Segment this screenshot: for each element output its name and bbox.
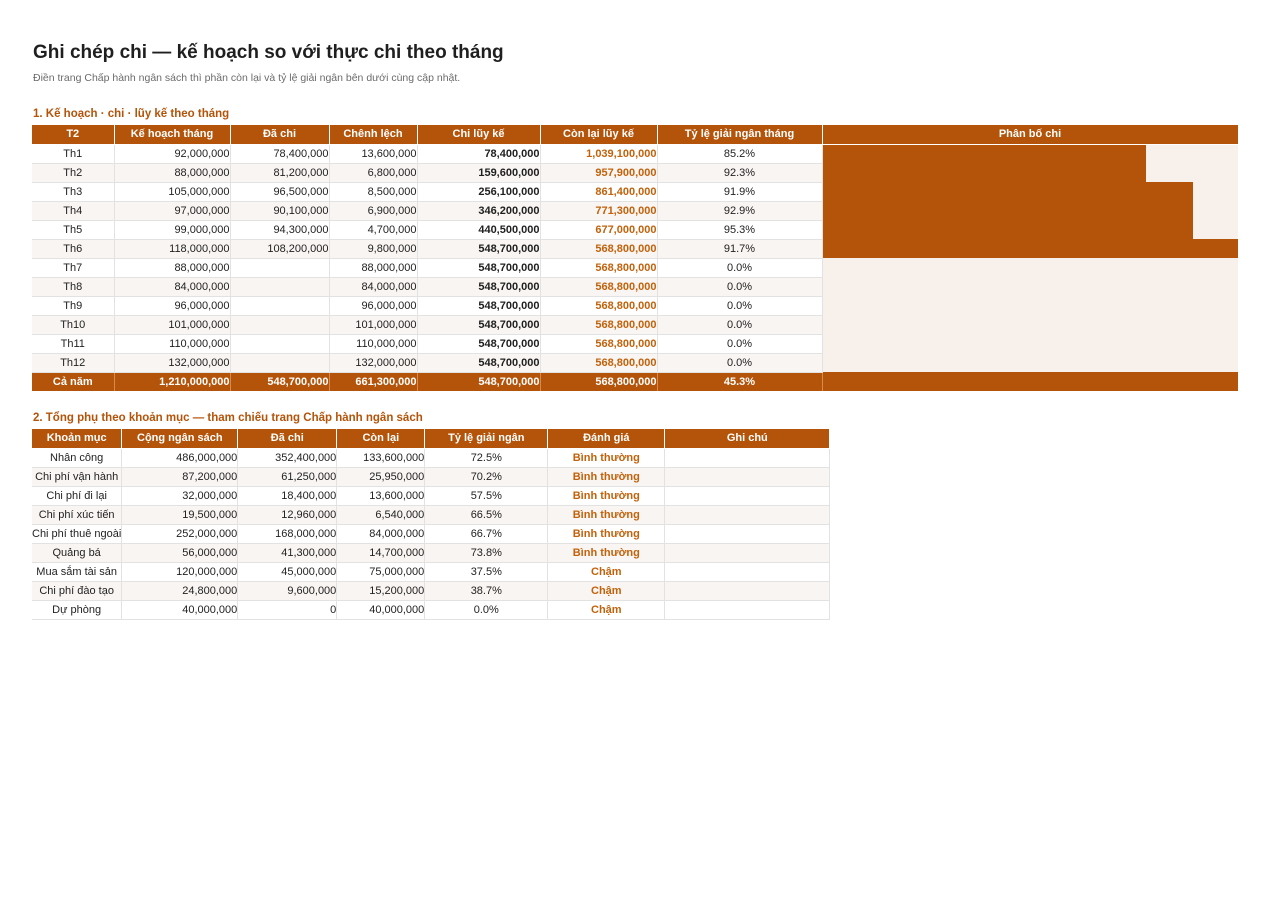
cell-remaining[interactable]: 568,800,000: [540, 353, 657, 372]
table-row: [32, 258, 1238, 277]
cell-note[interactable]: [665, 486, 830, 505]
distribution-bar: [823, 201, 1194, 220]
distribution-bar: [823, 182, 1194, 201]
table-header-row: [32, 125, 1238, 144]
page-subtitle: Điền trang Chấp hành ngân sách thì phần còn lại và tỷ lệ giải ngân bên dưới cùng cập nhật.: [33, 72, 461, 84]
col-header-spent[interactable]: Đã chi: [238, 429, 337, 448]
cell-distribution[interactable]: [822, 220, 1238, 239]
table-row: [32, 353, 1238, 372]
cell-spent[interactable]: 548,700,000: [230, 372, 329, 391]
cell-budget[interactable]: 56,000,000: [122, 543, 238, 562]
cell-cumulative[interactable]: 159,600,000: [417, 163, 540, 182]
cell-budget[interactable]: 19,500,000: [122, 505, 238, 524]
cell-cumulative[interactable]: 440,500,000: [417, 220, 540, 239]
cell-rate[interactable]: 66.7%: [425, 524, 548, 543]
total-row: [32, 372, 1238, 391]
cell-cumulative[interactable]: 548,700,000: [417, 372, 540, 391]
table-row: [32, 600, 830, 619]
cell-rate[interactable]: 91.7%: [657, 239, 822, 258]
cell-remaining[interactable]: 6,540,000: [337, 505, 425, 524]
cell-month[interactable]: Th8: [32, 277, 114, 296]
cell-cumulative[interactable]: 548,700,000: [417, 315, 540, 334]
cell-cumulative[interactable]: 548,700,000: [417, 296, 540, 315]
table-row: [32, 543, 830, 562]
cell-spent[interactable]: [230, 353, 329, 372]
col-header-cumulative[interactable]: Chi lũy kế: [417, 125, 540, 144]
cell-rate[interactable]: 70.2%: [425, 467, 548, 486]
cell-distribution[interactable]: [822, 163, 1238, 182]
table-row: [32, 144, 1238, 163]
section-monthly-title: 1. Kế hoạch · chi · lũy kế theo tháng: [33, 108, 230, 120]
cell-evaluation[interactable]: Bình thường: [548, 486, 665, 505]
col-header-budget[interactable]: Cộng ngân sách: [122, 429, 238, 448]
cell-evaluation[interactable]: Chậm: [548, 562, 665, 581]
cell-category[interactable]: Quảng bá: [32, 543, 122, 562]
cell-diff[interactable]: 110,000,000: [329, 334, 417, 353]
cell-category[interactable]: Chi phí thuê ngoài: [32, 524, 122, 543]
cell-budget[interactable]: 40,000,000: [122, 600, 238, 619]
table-row: [32, 334, 1238, 353]
cell-spent[interactable]: 61,250,000: [238, 467, 337, 486]
table-row: [32, 505, 830, 524]
cell-diff[interactable]: 6,800,000: [329, 163, 417, 182]
cell-cumulative[interactable]: 548,700,000: [417, 239, 540, 258]
cell-remaining[interactable]: 861,400,000: [540, 182, 657, 201]
cell-category[interactable]: Dự phòng: [32, 600, 122, 619]
cell-note[interactable]: [665, 448, 830, 467]
cell-plan[interactable]: 97,000,000: [114, 201, 230, 220]
col-header-evaluation[interactable]: Đánh giá: [548, 429, 665, 448]
cell-month[interactable]: Th12: [32, 353, 114, 372]
cell-rate[interactable]: 38.7%: [425, 581, 548, 600]
cell-cumulative[interactable]: 548,700,000: [417, 334, 540, 353]
table-row: [32, 448, 830, 467]
table-row: [32, 239, 1238, 258]
cell-category[interactable]: Mua sắm tài sản: [32, 562, 122, 581]
cell-budget[interactable]: 486,000,000: [122, 448, 238, 467]
cell-diff[interactable]: 9,800,000: [329, 239, 417, 258]
cell-spent[interactable]: 94,300,000: [230, 220, 329, 239]
cell-remaining[interactable]: 13,600,000: [337, 486, 425, 505]
cell-spent[interactable]: [230, 258, 329, 277]
section-category-title: 2. Tổng phụ theo khoản mục — tham chiếu trang Chấp hành ngân sách: [33, 412, 423, 424]
cell-rate[interactable]: 37.5%: [425, 562, 548, 581]
cell-rate[interactable]: 0.0%: [425, 600, 548, 619]
cell-remaining[interactable]: 568,800,000: [540, 277, 657, 296]
cell-remaining[interactable]: 568,800,000: [540, 372, 657, 391]
cell-distribution[interactable]: [822, 353, 1238, 372]
cell-distribution[interactable]: [822, 258, 1238, 277]
cell-distribution[interactable]: [822, 372, 1238, 391]
cell-rate[interactable]: 45.3%: [657, 372, 822, 391]
table-header-row: [32, 429, 830, 448]
cell-rate[interactable]: 72.5%: [425, 448, 548, 467]
cell-note[interactable]: [665, 505, 830, 524]
cell-month[interactable]: Th10: [32, 315, 114, 334]
cell-month[interactable]: Th11: [32, 334, 114, 353]
cell-plan[interactable]: 101,000,000: [114, 315, 230, 334]
col-header-remaining[interactable]: Còn lại lũy kế: [540, 125, 657, 144]
cell-distribution[interactable]: [822, 144, 1238, 163]
cell-distribution[interactable]: [822, 182, 1238, 201]
cell-plan[interactable]: 118,000,000: [114, 239, 230, 258]
cell-cumulative[interactable]: 256,100,000: [417, 182, 540, 201]
cell-rate[interactable]: 92.9%: [657, 201, 822, 220]
cell-diff[interactable]: 101,000,000: [329, 315, 417, 334]
table-row: [32, 296, 1238, 315]
table-row: [32, 220, 1238, 239]
table-row: [32, 562, 830, 581]
category-subtotal-table: [32, 429, 830, 620]
cell-remaining[interactable]: 957,900,000: [540, 163, 657, 182]
cell-plan[interactable]: 1,210,000,000: [114, 372, 230, 391]
cell-category[interactable]: Chi phí đi lại: [32, 486, 122, 505]
table-row: [32, 524, 830, 543]
cell-spent[interactable]: [230, 296, 329, 315]
cell-evaluation[interactable]: Chậm: [548, 600, 665, 619]
table-row: [32, 201, 1238, 220]
col-header-rate[interactable]: Tỷ lệ giải ngân tháng: [657, 125, 822, 144]
cell-spent[interactable]: 45,000,000: [238, 562, 337, 581]
cell-remaining[interactable]: 568,800,000: [540, 315, 657, 334]
cell-distribution[interactable]: [822, 201, 1238, 220]
cell-rate[interactable]: 0.0%: [657, 258, 822, 277]
cell-category[interactable]: Chi phí đào tạo: [32, 581, 122, 600]
monthly-plan-table: [32, 125, 1239, 391]
distribution-bar: [823, 239, 1239, 258]
cell-evaluation[interactable]: Bình thường: [548, 505, 665, 524]
cell-evaluation[interactable]: Bình thường: [548, 467, 665, 486]
distribution-bar: [823, 163, 1147, 182]
cell-rate[interactable]: 57.5%: [425, 486, 548, 505]
cell-month[interactable]: Th2: [32, 163, 114, 182]
table-row: [32, 486, 830, 505]
cell-rate[interactable]: 91.9%: [657, 182, 822, 201]
cell-spent[interactable]: 12,960,000: [238, 505, 337, 524]
cell-note[interactable]: [665, 524, 830, 543]
cell-spent[interactable]: 352,400,000: [238, 448, 337, 467]
cell-remaining[interactable]: 568,800,000: [540, 239, 657, 258]
cell-budget[interactable]: 24,800,000: [122, 581, 238, 600]
cell-cumulative[interactable]: 346,200,000: [417, 201, 540, 220]
cell-category[interactable]: Nhân công: [32, 448, 122, 467]
cell-plan[interactable]: 96,000,000: [114, 296, 230, 315]
cell-remaining[interactable]: 677,000,000: [540, 220, 657, 239]
cell-note[interactable]: [665, 467, 830, 486]
cell-rate[interactable]: 0.0%: [657, 353, 822, 372]
cell-remaining[interactable]: 568,800,000: [540, 258, 657, 277]
cell-month[interactable]: Th6: [32, 239, 114, 258]
cell-remaining[interactable]: 40,000,000: [337, 600, 425, 619]
table-row: [32, 182, 1238, 201]
cell-rate[interactable]: 73.8%: [425, 543, 548, 562]
col-header-distribution[interactable]: Phân bố chi: [822, 125, 1238, 144]
cell-cumulative[interactable]: 548,700,000: [417, 353, 540, 372]
cell-evaluation[interactable]: Chậm: [548, 581, 665, 600]
cell-note[interactable]: [665, 543, 830, 562]
cell-rate[interactable]: 0.0%: [657, 334, 822, 353]
cell-evaluation[interactable]: Bình thường: [548, 524, 665, 543]
cell-evaluation[interactable]: Bình thường: [548, 543, 665, 562]
cell-remaining[interactable]: 15,200,000: [337, 581, 425, 600]
cell-spent[interactable]: 90,100,000: [230, 201, 329, 220]
cell-plan[interactable]: 105,000,000: [114, 182, 230, 201]
cell-diff[interactable]: 88,000,000: [329, 258, 417, 277]
cell-cumulative[interactable]: 78,400,000: [417, 144, 540, 163]
cell-spent[interactable]: 78,400,000: [230, 144, 329, 163]
cell-remaining[interactable]: 771,300,000: [540, 201, 657, 220]
col-header-spent[interactable]: Đã chi: [230, 125, 329, 144]
cell-rate[interactable]: 85.2%: [657, 144, 822, 163]
cell-diff[interactable]: 96,000,000: [329, 296, 417, 315]
cell-distribution[interactable]: [822, 296, 1238, 315]
cell-distribution[interactable]: [822, 334, 1238, 353]
cell-diff[interactable]: 132,000,000: [329, 353, 417, 372]
cell-month[interactable]: Th4: [32, 201, 114, 220]
distribution-bar: [823, 145, 1147, 164]
table-row: [32, 163, 1238, 182]
cell-month[interactable]: Th9: [32, 296, 114, 315]
cell-diff[interactable]: 84,000,000: [329, 277, 417, 296]
cell-spent[interactable]: 0: [238, 600, 337, 619]
col-header-plan[interactable]: Kế hoạch tháng: [114, 125, 230, 144]
cell-distribution[interactable]: [822, 315, 1238, 334]
distribution-bar: [823, 220, 1194, 239]
cell-budget[interactable]: 120,000,000: [122, 562, 238, 581]
cell-cumulative[interactable]: 548,700,000: [417, 277, 540, 296]
cell-budget[interactable]: 87,200,000: [122, 467, 238, 486]
cell-rate[interactable]: 92.3%: [657, 163, 822, 182]
cell-evaluation[interactable]: Bình thường: [548, 448, 665, 467]
col-header-rate[interactable]: Tỷ lệ giải ngân: [425, 429, 548, 448]
page-title: Ghi chép chi — kế hoạch so với thực chi theo tháng: [33, 42, 504, 63]
cell-remaining[interactable]: 1,039,100,000: [540, 144, 657, 163]
cell-spent[interactable]: 18,400,000: [238, 486, 337, 505]
cell-plan[interactable]: 110,000,000: [114, 334, 230, 353]
cell-diff[interactable]: 661,300,000: [329, 372, 417, 391]
cell-spent[interactable]: 168,000,000: [238, 524, 337, 543]
cell-category[interactable]: Chi phí vận hành: [32, 467, 122, 486]
cell-budget[interactable]: 32,000,000: [122, 486, 238, 505]
cell-remaining[interactable]: 75,000,000: [337, 562, 425, 581]
cell-spent[interactable]: 9,600,000: [238, 581, 337, 600]
cell-diff[interactable]: 8,500,000: [329, 182, 417, 201]
cell-remaining[interactable]: 568,800,000: [540, 296, 657, 315]
cell-plan[interactable]: 99,000,000: [114, 220, 230, 239]
table-row: [32, 315, 1238, 334]
cell-spent[interactable]: [230, 277, 329, 296]
cell-distribution[interactable]: [822, 277, 1238, 296]
table-row: [32, 581, 830, 600]
cell-month[interactable]: Th7: [32, 258, 114, 277]
cell-diff[interactable]: 4,700,000: [329, 220, 417, 239]
cell-spent[interactable]: 108,200,000: [230, 239, 329, 258]
cell-remaining[interactable]: 133,600,000: [337, 448, 425, 467]
col-header-remaining[interactable]: Còn lại: [337, 429, 425, 448]
cell-budget[interactable]: 252,000,000: [122, 524, 238, 543]
cell-month[interactable]: Th3: [32, 182, 114, 201]
cell-note[interactable]: [665, 600, 830, 619]
cell-plan[interactable]: 84,000,000: [114, 277, 230, 296]
col-header-diff[interactable]: Chênh lệch: [329, 125, 417, 144]
cell-rate[interactable]: 0.0%: [657, 277, 822, 296]
col-header-month[interactable]: T2: [32, 125, 114, 144]
cell-spent[interactable]: 41,300,000: [238, 543, 337, 562]
cell-spent[interactable]: [230, 334, 329, 353]
cell-spent[interactable]: 96,500,000: [230, 182, 329, 201]
table-row: [32, 467, 830, 486]
cell-month[interactable]: Th1: [32, 144, 114, 163]
cell-note[interactable]: [665, 581, 830, 600]
cell-cumulative[interactable]: 548,700,000: [417, 258, 540, 277]
table-row: [32, 277, 1238, 296]
cell-month[interactable]: Cả năm: [32, 372, 114, 391]
cell-plan[interactable]: 88,000,000: [114, 163, 230, 182]
cell-plan[interactable]: 92,000,000: [114, 144, 230, 163]
cell-rate[interactable]: 0.0%: [657, 315, 822, 334]
cell-diff[interactable]: 13,600,000: [329, 144, 417, 163]
cell-remaining[interactable]: 14,700,000: [337, 543, 425, 562]
cell-plan[interactable]: 132,000,000: [114, 353, 230, 372]
cell-spent[interactable]: [230, 315, 329, 334]
cell-rate[interactable]: 66.5%: [425, 505, 548, 524]
cell-remaining[interactable]: 25,950,000: [337, 467, 425, 486]
cell-rate[interactable]: 0.0%: [657, 296, 822, 315]
cell-category[interactable]: Chi phí xúc tiến: [32, 505, 122, 524]
cell-remaining[interactable]: 568,800,000: [540, 334, 657, 353]
cell-plan[interactable]: 88,000,000: [114, 258, 230, 277]
cell-note[interactable]: [665, 562, 830, 581]
col-header-category[interactable]: Khoản mục: [32, 429, 122, 448]
cell-diff[interactable]: 6,900,000: [329, 201, 417, 220]
cell-remaining[interactable]: 84,000,000: [337, 524, 425, 543]
cell-month[interactable]: Th5: [32, 220, 114, 239]
cell-rate[interactable]: 95.3%: [657, 220, 822, 239]
cell-spent[interactable]: 81,200,000: [230, 163, 329, 182]
col-header-note[interactable]: Ghi chú: [665, 429, 830, 448]
cell-distribution[interactable]: [822, 239, 1238, 258]
